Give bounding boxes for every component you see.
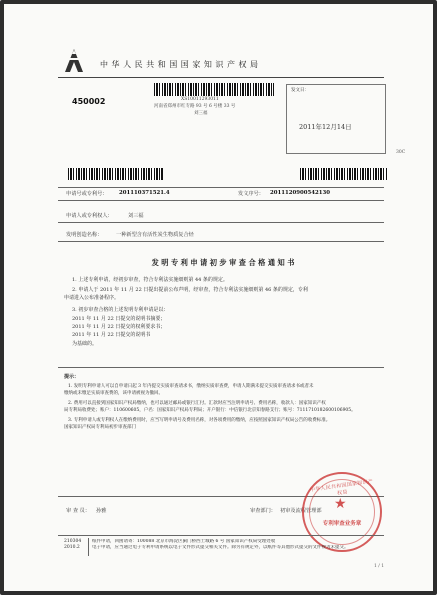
seal-arc-text: 中华人民共和国国家知识产权局 xyxy=(309,478,374,497)
seal-text: 专利审查业务章 xyxy=(322,521,362,527)
form-code: 210304 xyxy=(64,539,82,544)
serial-no: 2011120900542130 xyxy=(270,190,331,196)
application-no: 201110371521.4 xyxy=(119,190,170,196)
notice-doc-2: 2011 年 11 月 22 日提交的权利要求书； xyxy=(72,324,166,330)
application-no-label: 申请号或专利号： xyxy=(66,191,108,197)
notes-line-5: 3. 专利申请人或专利权人在缴纳费用时，应当写明申请号及费用名称，对各项费用的缴纳，应按照国家知识产权局公告的收费标准。 xyxy=(68,418,331,423)
footer-line-2: 电子申请，应当通过电子专利申请系统以电子文件形式提交相关文件。除另有规定外，以纸件等其他形式提交的文件视为未提交。 xyxy=(92,545,349,550)
issue-date-box xyxy=(286,84,386,154)
seal-star-icon: ★ xyxy=(334,496,347,512)
barcode-left xyxy=(68,168,163,180)
applicant: 刘三福 xyxy=(128,213,144,219)
issue-date-label: 发文日： xyxy=(291,88,309,93)
notes-line-2: 缴纳或未缴足实质审查费的，该申请被视为撤回。 xyxy=(64,391,163,396)
recipient-address: 河南省郑州市红专路 93 号 6 号楼 33 号 xyxy=(154,104,236,109)
notice-item-2-line-2: 申请进入公布准备程序。 xyxy=(64,295,120,301)
office-name: 中 华 人 民 共 和 国 国 家 知 识 产 权 局 xyxy=(100,60,259,69)
notice-doc-1: 2011 年 11 月 22 日提交的说明书摘要； xyxy=(72,316,166,322)
notice-item-1: 1. 上述专利申请，经初步审查，符合专利法实施细则第 44 条的规定。 xyxy=(72,277,228,283)
examiner-label: 审 查 员： xyxy=(66,508,91,514)
issue-date: 2011年12月14日 xyxy=(299,123,352,131)
serial-no-label: 发文序号： xyxy=(238,191,264,197)
invention-title: 一种新型含有活性炭生物质复合烃 xyxy=(116,232,194,238)
notes-line-4: 局专利局收费处；账户：110600605，户名：国家知识产权局专利局；开户银行：中信银行北京知春路支行；账号：7111710182600106905。 xyxy=(64,408,356,413)
notice-heading: 发 明 专 利 申 请 初 步 审 查 合 格 通 知 书 xyxy=(151,258,295,267)
examiner: 孙雅 xyxy=(96,508,107,514)
department-label: 审查部门： xyxy=(250,508,276,514)
applicant-label: 申请人或专利权人： xyxy=(66,213,113,219)
page-number: 1 / 1 xyxy=(374,564,385,569)
notes-line-1: 1. 发明专利申请人可以自申请日起 3 年内提交实质审查请求书，缴纳实质审查费，申请人期满未提交实质审查请求书或者未 xyxy=(68,384,314,389)
department: 初审及流程管理部 xyxy=(280,508,322,514)
notes-heading: 提示： xyxy=(64,374,80,380)
barcode-number: XS10011293011 xyxy=(181,97,219,102)
footer-line-1: 纸件申请，回函请寄：100088 北京市海淀区蓟门桥西土城路 6 号 国家知识产权局受理处收 xyxy=(92,539,276,544)
address-barcode xyxy=(154,83,274,96)
notes-line-3: 2. 费用可以直接到国家知识产权局缴纳，也可以通过邮局或银行汇付。汇款时应当注明申请号、费用名称，收款人：国家知识产权 xyxy=(68,401,326,406)
invention-title-label: 发明创造名称： xyxy=(66,232,103,238)
notice-doc-3: 2011 年 11 月 22 日提交的说明书 xyxy=(72,332,151,338)
side-code: 30C xyxy=(396,150,406,155)
recipient-postcode: 450002 xyxy=(72,97,106,106)
form-date: 2010.2 xyxy=(64,545,80,550)
notes-line-6: 国家知识产权局专利局初步审查部门 xyxy=(64,425,136,430)
notice-doc-end: 为基础的。 xyxy=(72,341,98,347)
notice-item-2-line-1: 2. 申请人于 2011 年 11 月 22 日提出提前公布声明，经审查，符合专利法实施细则第 46 条的规定，专利 xyxy=(72,287,308,293)
notice-item-3: 3. 初步审查合格的上述发明专利申请是以： xyxy=(72,307,169,313)
cnipa-logo-icon xyxy=(62,48,86,74)
recipient-name: 刘三福 xyxy=(194,111,208,116)
barcode-right xyxy=(300,168,388,180)
